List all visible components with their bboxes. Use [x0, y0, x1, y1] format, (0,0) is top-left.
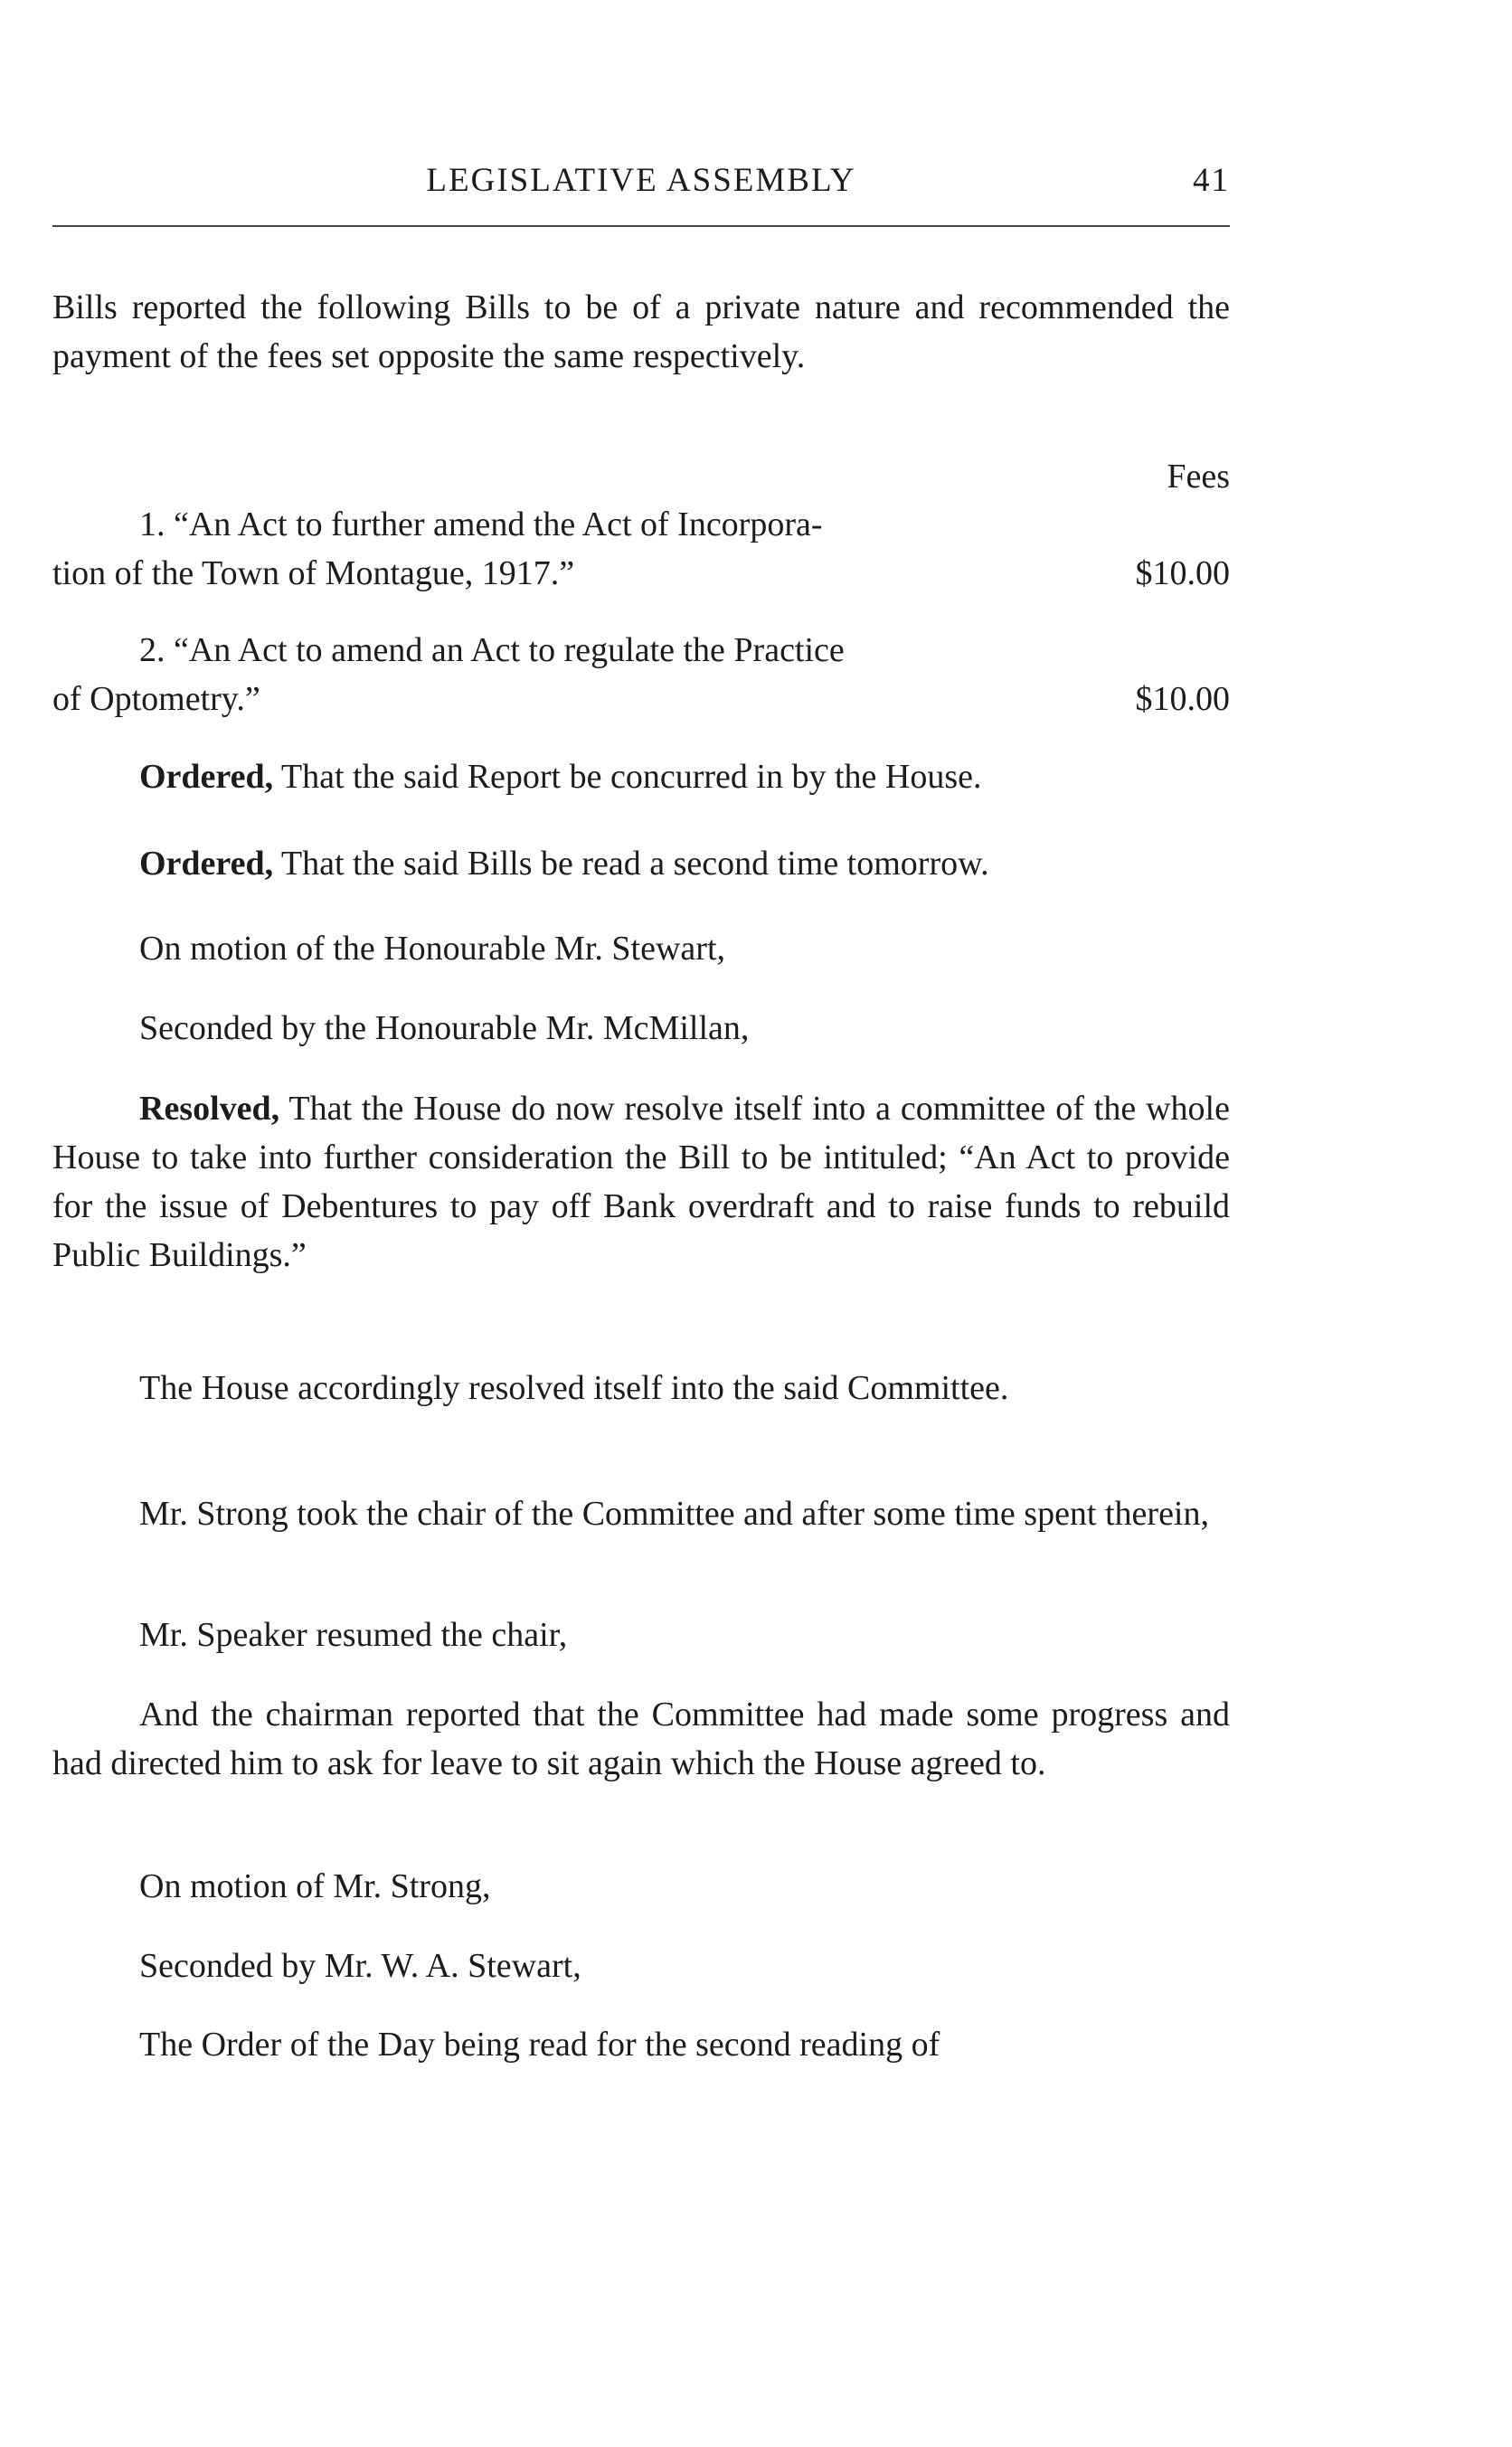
- bill-item-1-line2: tion of the Town of Montague, 1917.”: [52, 554, 575, 592]
- ordered-text-2: That the said Bills be read a second time tomorrow.: [273, 845, 989, 883]
- ordered-paragraph-1: [52, 752, 1230, 801]
- seconded-paragraph-1: Seconded by the Honourable Mr. McMillan,: [139, 1009, 750, 1047]
- order-of-day-paragraph: The Order of the Day being read for the second reading of: [139, 2026, 940, 2064]
- bill-item-1: [52, 500, 1230, 598]
- seconded-paragraph-2: Seconded by Mr. W. A. Stewart,: [139, 1947, 581, 1985]
- fees-heading: Fees: [1167, 458, 1230, 496]
- page-header: [52, 161, 1230, 208]
- running-title: LEGISLATIVE ASSEMBLY: [426, 162, 856, 199]
- motion-paragraph-1: On motion of the Honourable Mr. Stewart,: [139, 930, 726, 968]
- bill-item-1-line2-row: [52, 549, 1230, 598]
- resolved-label: Resolved,: [139, 1090, 280, 1128]
- page-number: 41: [1193, 162, 1230, 199]
- bill-item-2-line1: 2. “An Act to amend an Act to regulate the Practice: [139, 631, 845, 669]
- bill-item-2-fee: $10.00: [1135, 680, 1230, 718]
- bill-item-2-line2-row: [52, 675, 1230, 723]
- ordered-paragraph-2: [52, 839, 1230, 888]
- speaker-resumed-paragraph: Mr. Speaker resumed the chair,: [139, 1616, 568, 1654]
- resolved-text: That the House do now resolve itself into a committee of the whole House to take into further consideration the Bill to be intituled; “An Act to provide for the issue of Debentures to pay off Bank overdraft and to raise funds to rebuild Public Buildings.”: [52, 1090, 1230, 1274]
- header-rule: [52, 225, 1230, 227]
- chairman-reported-paragraph: And the chairman reported that the Committee had made some progress and had directed him to ask for leave to sit again which the House agreed to.: [52, 1696, 1230, 1782]
- bill-item-1-line1: 1. “An Act to further amend the Act of Incorpora-: [139, 505, 823, 543]
- intro-paragraph: Bills reported the following Bills to be of a private nature and recommended the payment of the fees set opposite the same respectively.: [52, 288, 1230, 375]
- ordered-text-1: That the said Report be concurred in by the House.: [273, 758, 982, 796]
- resolved-paragraph: [52, 1084, 1230, 1280]
- chair-taken-paragraph: Mr. Strong took the chair of the Committee and after some time spent therein,: [139, 1495, 1209, 1533]
- ordered-label-1: Ordered,: [139, 758, 274, 796]
- ordered-label-2: Ordered,: [139, 845, 274, 883]
- motion-paragraph-2: On motion of Mr. Strong,: [139, 1867, 491, 1905]
- bill-item-1-fee: $10.00: [1135, 554, 1230, 592]
- house-resolved-paragraph: The House accordingly resolved itself into the said Committee.: [139, 1369, 1009, 1407]
- bill-item-2: [52, 626, 1230, 723]
- bill-item-2-line2: of Optometry.”: [52, 680, 260, 718]
